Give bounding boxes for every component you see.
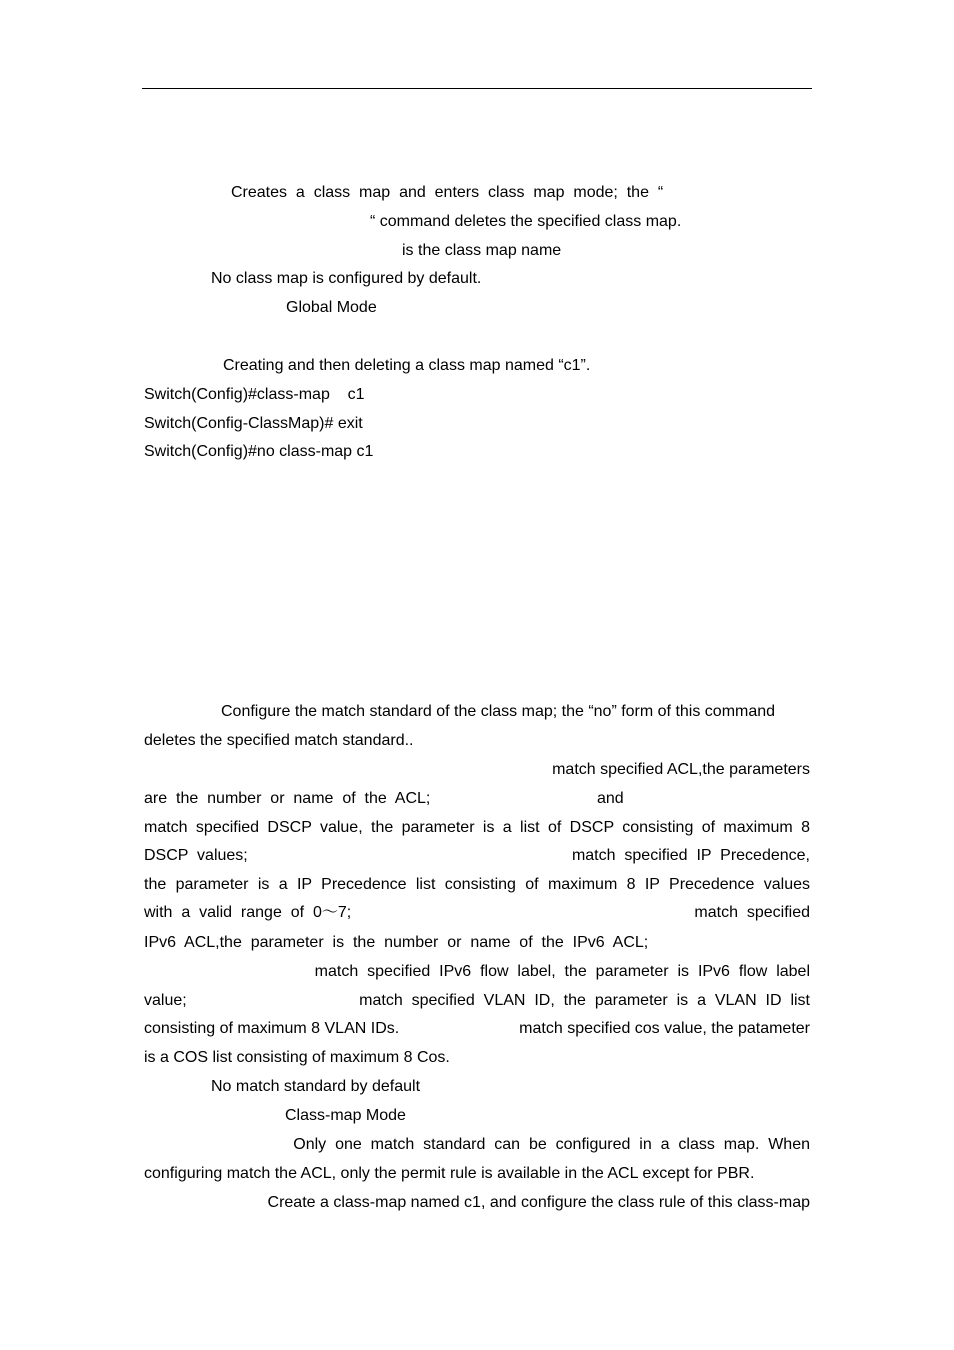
parameter-text: match specified IP Precedence,	[571, 847, 810, 864]
default-text: No match standard by default	[211, 1078, 421, 1095]
parameter-text: value;	[144, 992, 187, 1009]
parameter-text: match specified cos value, the patameter	[519, 1020, 810, 1037]
parameter-text: and	[597, 790, 624, 807]
parameter-text: IPv6 ACL,the parameter is the number or name of the IPv6 ACL;	[144, 934, 649, 951]
mode-text: Class-map Mode	[285, 1107, 406, 1124]
parameter-text: match specified ACL,the parameters	[552, 761, 810, 778]
parameter-text: match specified	[694, 904, 810, 921]
default-text: No class map is configured by default.	[211, 270, 482, 287]
usage-guide-text: configuring match the ACL, only the permit rule is available in the ACL except for PBR.	[144, 1165, 755, 1182]
example-text: Create a class-map named c1, and configure the class rule of this class-map	[267, 1194, 810, 1211]
parameter-text: is the class map name	[402, 242, 562, 259]
usage-text: deletes the specified match standard..	[144, 732, 414, 749]
parameter-text: match specified IPv6 flow label, the parameter is IPv6 flow label	[314, 963, 810, 980]
parameter-text: match specified DSCP value, the parameter is a list of DSCP consisting of maximum 8	[144, 819, 810, 836]
usage-text: Creates a class map and enters class map mode; the “	[231, 184, 664, 201]
usage-text: Configure the match standard of the class map; the “no” form of this command	[221, 703, 776, 720]
example-text: Creating and then deleting a class map named “c1”.	[223, 357, 591, 374]
mode-text: Global Mode	[286, 299, 377, 316]
parameter-text: are the number or name of the ACL;	[144, 790, 431, 807]
parameter-text: consisting of maximum 8 VLAN IDs.	[144, 1020, 400, 1037]
cli-command: Switch(Config)#no class-map c1	[144, 443, 374, 460]
header-rule	[142, 88, 812, 89]
parameter-text: DSCP values;	[144, 847, 248, 864]
parameter-text: with a valid range of 0～7;	[144, 904, 352, 921]
usage-guide-text: Only one match standard can be configured in a class map. When	[293, 1136, 810, 1153]
parameter-text: is a COS list consisting of maximum 8 Cos.	[144, 1049, 450, 1066]
cli-command: Switch(Config)#class-map c1	[144, 386, 365, 403]
usage-text: “ command deletes the specified class map.	[370, 213, 682, 230]
cli-command: Switch(Config-ClassMap)# exit	[144, 415, 363, 432]
parameter-text: match specified VLAN ID, the parameter is a VLAN ID list	[359, 992, 810, 1009]
parameter-text: the parameter is a IP Precedence list consisting of maximum 8 IP Precedence values	[144, 876, 810, 893]
